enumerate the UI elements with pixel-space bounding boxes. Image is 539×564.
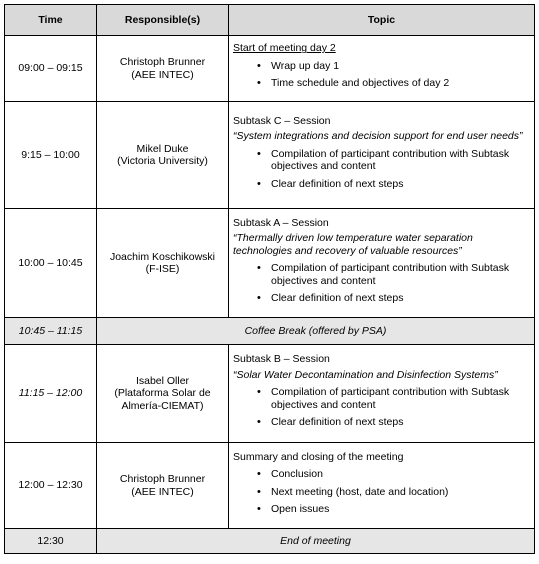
time-cell: 10:00 – 10:45 (5, 209, 97, 318)
topic-cell (229, 345, 535, 443)
agenda-row (5, 209, 535, 318)
topic-heading: Subtask A – Session (233, 216, 329, 229)
responsible-cell (97, 102, 229, 209)
agenda-table (4, 4, 535, 554)
list-item: • Compilation of participant contribution with Subtask objectives and content (257, 147, 510, 173)
header-responsible: Responsible(s) (97, 5, 229, 36)
topic-cell (229, 36, 535, 102)
agenda-row (5, 529, 535, 554)
responsible-cell (97, 443, 229, 529)
list-item: • Compilation of participant contribution with Subtask objectives and content (257, 386, 510, 411)
topic-cell (229, 102, 535, 209)
time-cell: 12:00 – 12:30 (5, 443, 97, 529)
responsible-name: Mikel Duke (136, 142, 189, 155)
responsible-org: (Victoria University) (117, 155, 208, 167)
responsible-cell (97, 36, 229, 102)
break-cell: Coffee Break (offered by PSA) (97, 318, 535, 345)
bullet-icon: • (257, 503, 261, 515)
responsible-org: Almería-CIEMAT) (121, 399, 204, 412)
bullet-icon: • (257, 262, 261, 274)
topic-heading: Start of meeting day 2 (233, 42, 336, 55)
bullet-icon: • (257, 468, 261, 480)
topic-heading: Subtask B – Session (233, 353, 330, 366)
bullet-icon: • (257, 59, 261, 72)
agenda-row (5, 102, 535, 209)
responsible-cell (97, 345, 229, 443)
responsible-name: Christoph Brunner (119, 56, 206, 68)
responsible-cell (97, 209, 229, 318)
session-title: “System integrations and decision support for end user needs” (233, 130, 523, 143)
header-time: Time (5, 5, 97, 36)
list-item: • Compilation of participant contribution with Subtask objectives and content (257, 262, 510, 287)
bullet-icon: • (257, 292, 261, 304)
header-row (5, 5, 535, 36)
agenda-row (5, 318, 535, 345)
list-item: • Wrap up day 1 (257, 59, 340, 72)
responsible-org: (F-ISE) (145, 263, 180, 275)
header-topic: Topic (229, 5, 535, 36)
list-item: • Open issues (257, 503, 330, 515)
agenda-row (5, 36, 535, 102)
topic-cell (229, 209, 535, 318)
responsible-name: Joachim Koschikowski (109, 250, 216, 263)
time-cell: 11:15 – 12:00 (5, 345, 97, 443)
time-cell: 09:00 – 09:15 (5, 36, 97, 102)
bullet-icon: • (257, 485, 261, 498)
topic-heading: Summary and closing of the meeting (233, 450, 404, 463)
bullet-icon: • (257, 77, 261, 90)
time-cell: 12:30 (5, 529, 97, 554)
topic-heading: Subtask C – Session (233, 114, 331, 127)
list-item: • Clear definition of next steps (257, 177, 404, 190)
time-cell: 9:15 – 10:00 (5, 102, 97, 209)
topic-cell (229, 443, 535, 529)
end-cell: End of meeting (97, 529, 535, 554)
responsible-org: (Plataforma Solar de (114, 387, 211, 400)
time-cell: 10:45 – 11:15 (5, 318, 97, 345)
list-item: • Conclusion (257, 468, 323, 480)
list-item: • Time schedule and objectives of day 2 (257, 77, 450, 90)
session-title: “Solar Water Decontamination and Disinfection Systems” (233, 368, 498, 381)
responsible-org: (AEE INTEC) (131, 68, 194, 81)
bullet-icon: • (257, 147, 261, 160)
agenda-row (5, 443, 535, 529)
agenda-row (5, 345, 535, 443)
bullet-icon: • (257, 416, 261, 429)
responsible-name: Isabel Oller (135, 374, 190, 387)
bullet-icon: • (257, 386, 261, 399)
list-item: • Next meeting (host, date and location) (257, 485, 449, 498)
responsible-org: (AEE INTEC) (131, 485, 194, 498)
bullet-icon: • (257, 177, 261, 190)
session-title: “Thermally driven low temperature water separation technologies and recovery of valuable resources” (233, 232, 473, 257)
list-item: • Clear definition of next steps (257, 416, 404, 429)
list-item: • Clear definition of next steps (257, 292, 404, 304)
responsible-name: Christoph Brunner (119, 473, 206, 485)
